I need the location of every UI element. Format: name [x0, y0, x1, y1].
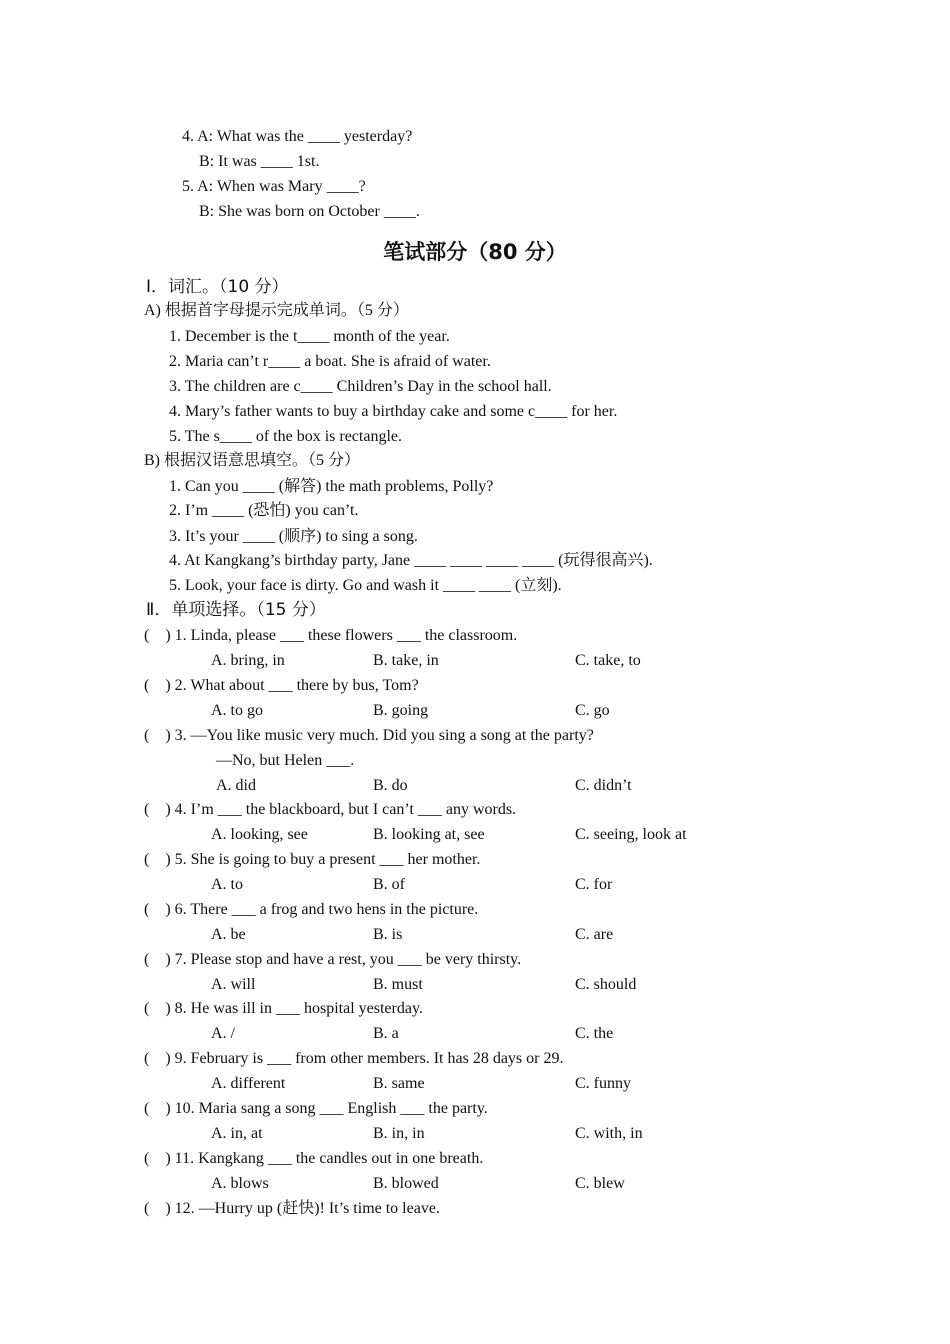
- listening-item: 4. A: What was the ____ yesterday?: [182, 128, 413, 145]
- option-a: A. in, at: [211, 1125, 263, 1142]
- option-a: A. did: [216, 777, 256, 794]
- option-b: B. is: [373, 926, 403, 943]
- option-a: A. will: [211, 976, 256, 993]
- option-c: C. go: [575, 702, 610, 719]
- option-b: B. of: [373, 876, 405, 893]
- option-c: C. for: [575, 876, 613, 893]
- question-stem: ( ) 11. Kangkang ___ the candles out in one breath.: [144, 1150, 484, 1167]
- written-title: 笔试部分（80 分）: [383, 240, 567, 264]
- vocab-item: 3. It’s your ____ (顺序) to sing a song.: [169, 528, 418, 545]
- option-b: B. a: [373, 1025, 399, 1042]
- option-b: B. do: [373, 777, 408, 794]
- option-a: A. different: [211, 1075, 286, 1092]
- option-b: B. must: [373, 976, 423, 993]
- vocab-item: 4. Mary’s father wants to buy a birthday cake and some c____ for her.: [169, 403, 618, 420]
- option-a: A. to go: [211, 702, 263, 719]
- option-b: B. looking at, see: [373, 826, 485, 843]
- vocab-item: 2. Maria can’t r____ a boat. She is afraid of water.: [169, 353, 491, 370]
- vocab-item: 5. Look, your face is dirty. Go and wash it ____ ____ (立刻).: [169, 577, 562, 594]
- question-stem: ( ) 7. Please stop and have a rest, you ___ be very thirsty.: [144, 951, 522, 968]
- option-b: B. take, in: [373, 652, 439, 669]
- question-stem: ( ) 9. February is ___ from other members. It has 28 days or 29.: [144, 1050, 564, 1067]
- option-b: B. same: [373, 1075, 425, 1092]
- question-stem: ( ) 12. —Hurry up (赶快)! It’s time to leave.: [144, 1200, 440, 1217]
- question-stem: ( ) 3. —You like music very much. Did you sing a song at the party?: [144, 727, 594, 744]
- vocab-item: 1. December is the t____ month of the year.: [169, 328, 450, 345]
- question-stem-reply: —No, but Helen ___.: [216, 752, 355, 769]
- option-c: C. take, to: [575, 652, 641, 669]
- listening-item: 5. A: When was Mary ____?: [182, 178, 366, 195]
- question-stem: ( ) 10. Maria sang a song ___ English ___ the party.: [144, 1100, 488, 1117]
- option-a: A. to: [211, 876, 243, 893]
- option-c: C. seeing, look at: [575, 826, 687, 843]
- option-c: C. blew: [575, 1175, 625, 1192]
- vocab-item: 4. At Kangkang’s birthday party, Jane ____ ____ ____ ____ (玩得很高兴).: [169, 552, 653, 569]
- option-c: C. are: [575, 926, 614, 943]
- option-c: C. didn’t: [575, 777, 632, 794]
- part-heading: A) 根据首字母提示完成单词。（5 分）: [144, 302, 409, 319]
- vocab-item: 5. The s____ of the box is rectangle.: [169, 428, 402, 445]
- listening-item: B: It was ____ 1st.: [199, 153, 320, 170]
- question-stem: ( ) 2. What about ___ there by bus, Tom?: [144, 677, 419, 694]
- option-c: C. with, in: [575, 1125, 643, 1142]
- option-a: A. /: [211, 1025, 235, 1042]
- vocab-item: 3. The children are c____ Children’s Day in the school hall.: [169, 378, 552, 395]
- vocab-item: 1. Can you ____ (解答) the math problems, Polly?: [169, 478, 494, 495]
- question-stem: ( ) 8. He was ill in ___ hospital yesterday.: [144, 1000, 423, 1017]
- option-a: A. be: [211, 926, 246, 943]
- question-stem: ( ) 6. There ___ a frog and two hens in the picture.: [144, 901, 479, 918]
- section-heading: Ⅰ．词汇。（10 分）: [146, 277, 289, 297]
- option-a: A. bring, in: [211, 652, 285, 669]
- listening-item: B: She was born on October ____.: [199, 203, 420, 220]
- part-heading: B) 根据汉语意思填空。（5 分）: [144, 452, 361, 469]
- option-b: B. going: [373, 702, 429, 719]
- option-a: A. looking, see: [211, 826, 308, 843]
- option-c: C. should: [575, 976, 637, 993]
- option-b: B. blowed: [373, 1175, 439, 1192]
- section-heading: Ⅱ．单项选择。（15 分）: [146, 600, 326, 620]
- vocab-item: 2. I’m ____ (恐怕) you can’t.: [169, 502, 359, 519]
- option-b: B. in, in: [373, 1125, 425, 1142]
- option-a: A. blows: [211, 1175, 269, 1192]
- option-c: C. funny: [575, 1075, 631, 1092]
- question-stem: ( ) 5. She is going to buy a present ___ her mother.: [144, 851, 481, 868]
- question-stem: ( ) 1. Linda, please ___ these flowers ___ the classroom.: [144, 627, 518, 644]
- option-c: C. the: [575, 1025, 614, 1042]
- question-stem: ( ) 4. I’m ___ the blackboard, but I can’t ___ any words.: [144, 801, 517, 818]
